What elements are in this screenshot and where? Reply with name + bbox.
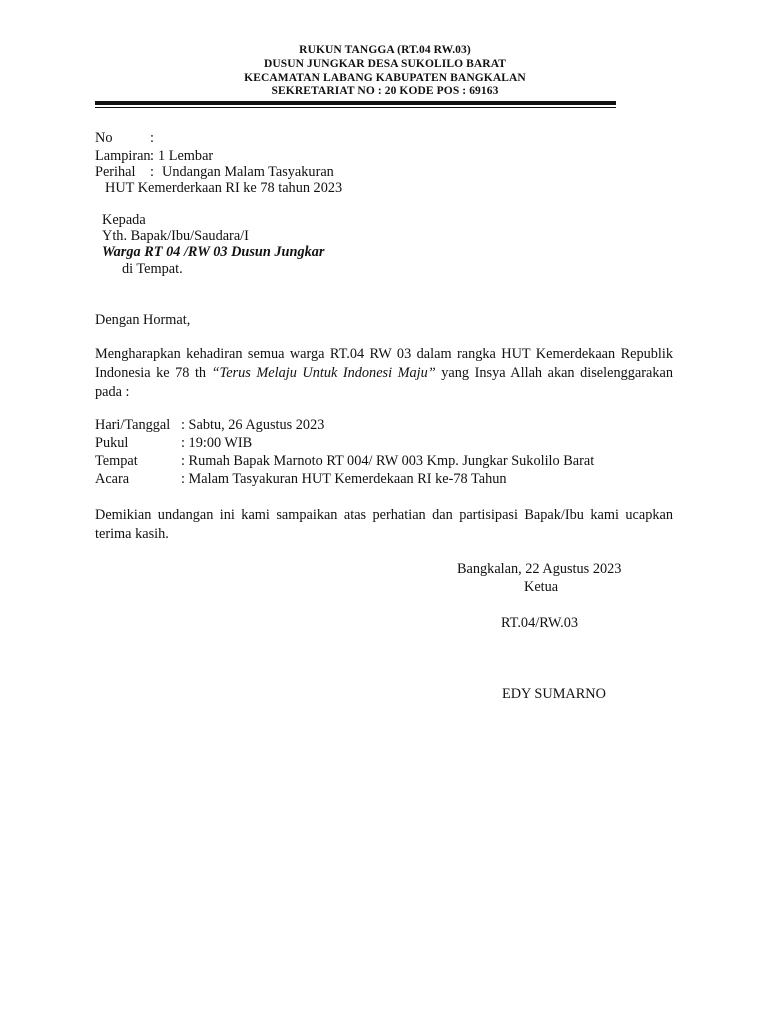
intro-paragraph (95, 345, 673, 402)
perihal-separator: : (150, 164, 154, 180)
recipient-place: di Tempat. (122, 261, 183, 277)
recipient-yth: Yth. Bapak/Ibu/Saudara/I (102, 228, 249, 244)
letterhead-line-3: KECAMATAN LABANG KABUPATEN BANGKALAN (244, 71, 526, 84)
recipient-name: Warga RT 04 /RW 03 Dusun Jungkar (102, 244, 325, 260)
signature-org: RT.04/RW.03 (501, 615, 578, 631)
detail-label-tempat: Tempat (95, 453, 138, 469)
intro-text-2: yang Insya Allah akan diselenggarakan pada : (95, 365, 674, 400)
letterhead-divider-thick (95, 101, 616, 105)
closing-paragraph (95, 506, 673, 544)
no-separator: : (150, 130, 154, 146)
perihal-value: Undangan Malam Tasyakuran (162, 164, 334, 180)
closing-text: Demikian undangan ini kami sampaikan atas perhatian dan partisipasi Bapak/Ibu kami ucapkan terima kasih. (95, 507, 673, 542)
signature-name: EDY SUMARNO (502, 686, 606, 702)
lampiran-value: 1 Lembar (158, 148, 214, 164)
detail-label-acara: Acara (95, 471, 130, 487)
no-label: No (95, 130, 113, 146)
letterhead (95, 44, 675, 99)
letterhead-line-4: SEKRETARIAT NO : 20 KODE POS : 69163 (271, 85, 499, 98)
lampiran-label: Lampiran (95, 148, 151, 164)
perihal-label: Perihal (95, 164, 136, 180)
detail-label-hari: Hari/Tanggal (95, 417, 171, 433)
signature-role: Ketua (524, 579, 559, 595)
detail-value-pukul: : 19:00 WIB (181, 435, 253, 451)
letterhead-line-2: DUSUN JUNGKAR DESA SUKOLILO BARAT (263, 57, 507, 70)
event-theme-quote: “Terus Melaju Untuk Indonesi Maju” (211, 365, 436, 381)
greeting: Dengan Hormat, (95, 312, 191, 328)
lampiran-separator: : (150, 148, 154, 164)
letterhead-line-1: RUKUN TANGGA (RT.04 RW.03) (299, 44, 471, 56)
perihal-value-line-2: HUT Kemerderkaan RI ke 78 tahun 2023 (105, 180, 343, 196)
detail-value-hari: : Sabtu, 26 Agustus 2023 (181, 417, 325, 433)
detail-label-pukul: Pukul (95, 435, 129, 451)
detail-value-acara: : Malam Tasyakuran HUT Kemerdekaan RI ke-78 Tahun (181, 471, 507, 487)
detail-value-tempat: : Rumah Bapak Marnoto RT 004/ RW 003 Kmp. Jungkar Sukolilo Barat (181, 453, 595, 469)
intro-text-1: Mengharapkan kehadiran semua warga RT.04 RW 03 dalam rangka HUT Kemerdekaan Republik Indonesia ke 78 th (95, 346, 673, 381)
recipient-kepada: Kepada (102, 212, 146, 228)
signature-place-date: Bangkalan, 22 Agustus 2023 (457, 561, 622, 577)
letterhead-divider-thin (95, 107, 616, 108)
